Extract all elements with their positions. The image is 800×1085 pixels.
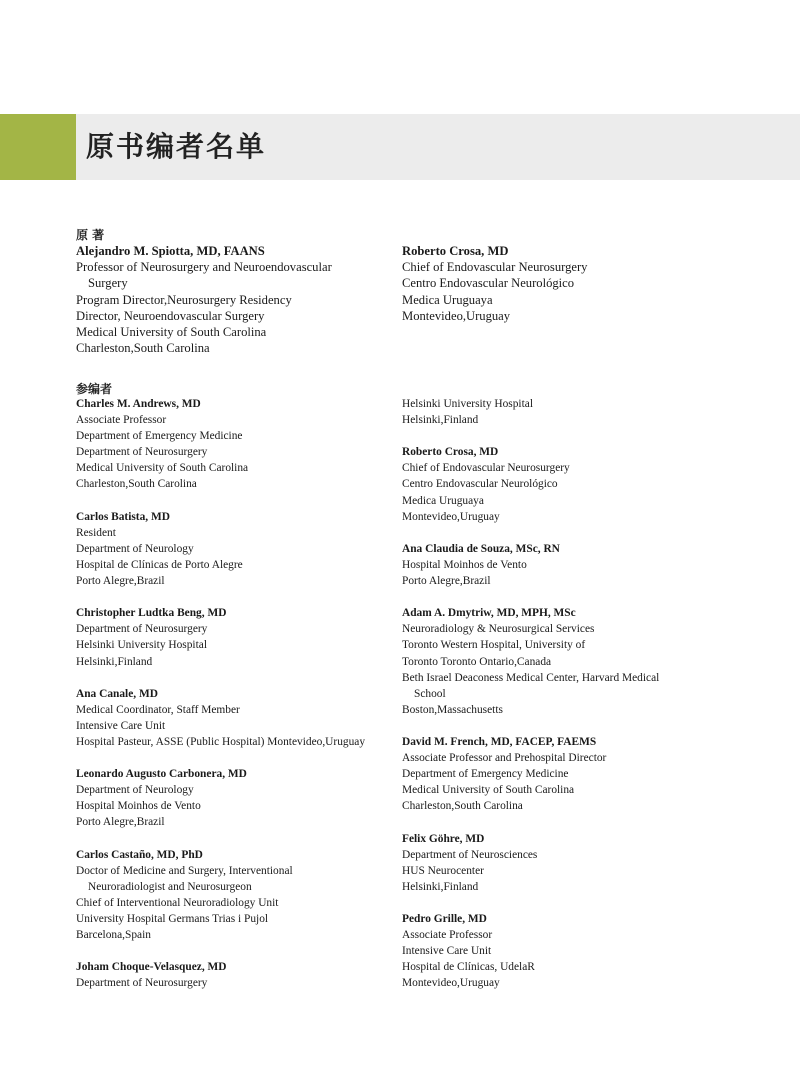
affiliation-line: Intensive Care Unit: [76, 719, 166, 732]
author-entry: [402, 243, 722, 324]
author-entry: [402, 831, 722, 895]
affiliation-line: Department of Neurosurgery: [76, 977, 208, 990]
author-name: Carlos Castaño, MD, PhD: [76, 848, 203, 861]
affiliation-line: Porto Alegre,Brazil: [76, 816, 165, 829]
author-name: Ana Canale, MD: [76, 687, 158, 700]
affiliation-line: Montevideo,Uruguay: [402, 308, 511, 323]
affiliation-line: Montevideo,Uruguay: [402, 977, 500, 990]
affiliation-line: Toronto Western Hospital, University of: [402, 639, 586, 652]
author-entry: [76, 243, 396, 356]
contributor-column-left: [76, 396, 396, 1008]
affiliation-line: Boston,Massachusetts: [402, 703, 503, 716]
affiliation-line: Surgery: [88, 276, 128, 291]
affiliation-line: Chief of Endovascular Neurosurgery: [402, 462, 570, 475]
contributor-column-right: [402, 396, 722, 1008]
author-name: Felix Göhre, MD: [402, 832, 485, 845]
affiliation-line: Department of Neurosurgery: [76, 623, 208, 636]
affiliation-line: Department of Emergency Medicine: [76, 430, 243, 443]
affiliation-line: Medical University of South Carolina: [402, 784, 575, 797]
affiliation-line: University Hospital Germans Trias i Pujol: [76, 913, 269, 925]
primary-author-column-left: [76, 243, 396, 356]
author-name: Joham Choque-Velasquez, MD: [76, 961, 227, 974]
affiliation-line: Porto Alegre,Brazil: [76, 575, 165, 588]
affiliation-line: Helsinki,Finland: [76, 655, 153, 668]
affiliation-line: Associate Professor: [76, 414, 167, 427]
affiliation-line: Chief of Endovascular Neurosurgery: [402, 260, 588, 275]
affiliation-line: Helsinki University Hospital: [76, 639, 207, 652]
affiliation-line: Director, Neuroendovascular Surgery: [76, 308, 265, 323]
affiliation-line: Helsinki University Hospital: [402, 398, 533, 410]
section-heading-contributors: 参编者: [76, 382, 113, 396]
affiliation-line: Intensive Care Unit: [402, 945, 492, 958]
affiliation-line: Medica Uruguaya: [402, 292, 493, 307]
affiliation-line: Porto Alegre,Brazil: [402, 575, 491, 588]
author-name: Charles M. Andrews, MD: [76, 398, 201, 410]
affiliation-line: Centro Endovascular Neurológico: [402, 478, 558, 491]
affiliation-line: Neuroradiologist and Neurosurgeon: [88, 880, 252, 893]
author-name: Adam A. Dmytriw, MD, MPH, MSc: [402, 607, 576, 620]
author-name: Pedro Grille, MD: [402, 913, 487, 925]
author-name: Alejandro M. Spiotta, MD, FAANS: [76, 244, 265, 258]
affiliation-line: Department of Neurology: [76, 784, 194, 797]
author-entry: [402, 911, 722, 991]
author-name: Ana Claudia de Souza, MSc, RN: [402, 542, 560, 555]
affiliation-line: Medical University of South Carolina: [76, 325, 267, 340]
affiliation-line: Beth Israel Deaconess Medical Center, Harvard Medical: [402, 671, 660, 684]
affiliation-line: Hospital Moinhos de Vento: [402, 558, 527, 571]
page-title: 原书编者名单: [86, 130, 267, 163]
affiliation-line: Associate Professor: [402, 929, 493, 942]
affiliation-line: Medica Uruguaya: [402, 494, 484, 507]
affiliation-line: Department of Neurology: [76, 542, 194, 555]
affiliation-line: Hospital de Clínicas de Porto Alegre: [76, 558, 243, 571]
author-name: Leonardo Augusto Carbonera, MD: [76, 768, 247, 781]
header-band: [0, 114, 800, 180]
author-entry: [402, 734, 722, 814]
author-entry: [402, 605, 722, 718]
affiliation-line: Charleston,South Carolina: [402, 800, 523, 813]
author-entry: [76, 605, 396, 669]
affiliation-line: Charleston,South Carolina: [76, 478, 197, 491]
author-entry: [402, 396, 722, 428]
author-entry: [76, 847, 396, 944]
affiliation-line: Professor of Neurosurgery and Neuroendovascular: [76, 260, 332, 275]
primary-author-column-right: [402, 243, 722, 324]
affiliation-line: Centro Endovascular Neurológico: [402, 276, 575, 291]
author-entry: [402, 444, 722, 524]
affiliation-line: School: [414, 687, 446, 700]
affiliation-line: Department of Emergency Medicine: [402, 768, 569, 781]
affiliation-line: Associate Professor and Prehospital Director: [402, 752, 607, 765]
author-name: Roberto Crosa, MD: [402, 446, 499, 459]
affiliation-line: Medical Coordinator, Staff Member: [76, 703, 240, 716]
affiliation-line: Chief of Interventional Neuroradiology Unit: [76, 896, 279, 909]
author-entry: [402, 541, 722, 589]
affiliation-line: Neuroradiology & Neurosurgical Services: [402, 623, 595, 636]
section-heading-primary: 原 著: [76, 228, 105, 242]
header-accent-block: [0, 114, 76, 180]
affiliation-line: Helsinki,Finland: [402, 414, 479, 427]
author-entry: [76, 686, 396, 750]
affiliation-line: HUS Neurocenter: [402, 864, 484, 877]
author-entry: [76, 766, 396, 830]
author-entry: [76, 509, 396, 589]
affiliation-line: Program Director,Neurosurgery Residency: [76, 292, 292, 307]
author-entry: [76, 959, 396, 991]
affiliation-line: Montevideo,Uruguay: [402, 510, 500, 523]
author-name: David M. French, MD, FACEP, FAEMS: [402, 735, 597, 748]
affiliation-line: Department of Neurosurgery: [76, 446, 208, 459]
author-name: Carlos Batista, MD: [76, 510, 170, 523]
affiliation-line: Hospital Moinhos de Vento: [76, 800, 201, 813]
author-name: Roberto Crosa, MD: [402, 244, 509, 258]
affiliation-line: Hospital Pasteur, ASSE (Public Hospital) Montevideo,Uruguay: [76, 735, 366, 748]
affiliation-line: Resident: [76, 526, 116, 539]
affiliation-line: Charleston,South Carolina: [76, 341, 210, 356]
affiliation-line: Hospital de Clínicas, UdelaR: [402, 961, 535, 974]
author-name: Christopher Ludtka Beng, MD: [76, 607, 227, 620]
affiliation-line: Department of Neurosciences: [402, 848, 538, 861]
affiliation-line: Barcelona,Spain: [76, 929, 151, 942]
affiliation-line: Toronto Toronto Ontario,Canada: [402, 655, 552, 668]
affiliation-line: Doctor of Medicine and Surgery, Interventional: [76, 864, 293, 877]
affiliation-line: Helsinki,Finland: [402, 880, 479, 893]
author-entry: [76, 396, 396, 493]
affiliation-line: Medical University of South Carolina: [76, 462, 249, 475]
